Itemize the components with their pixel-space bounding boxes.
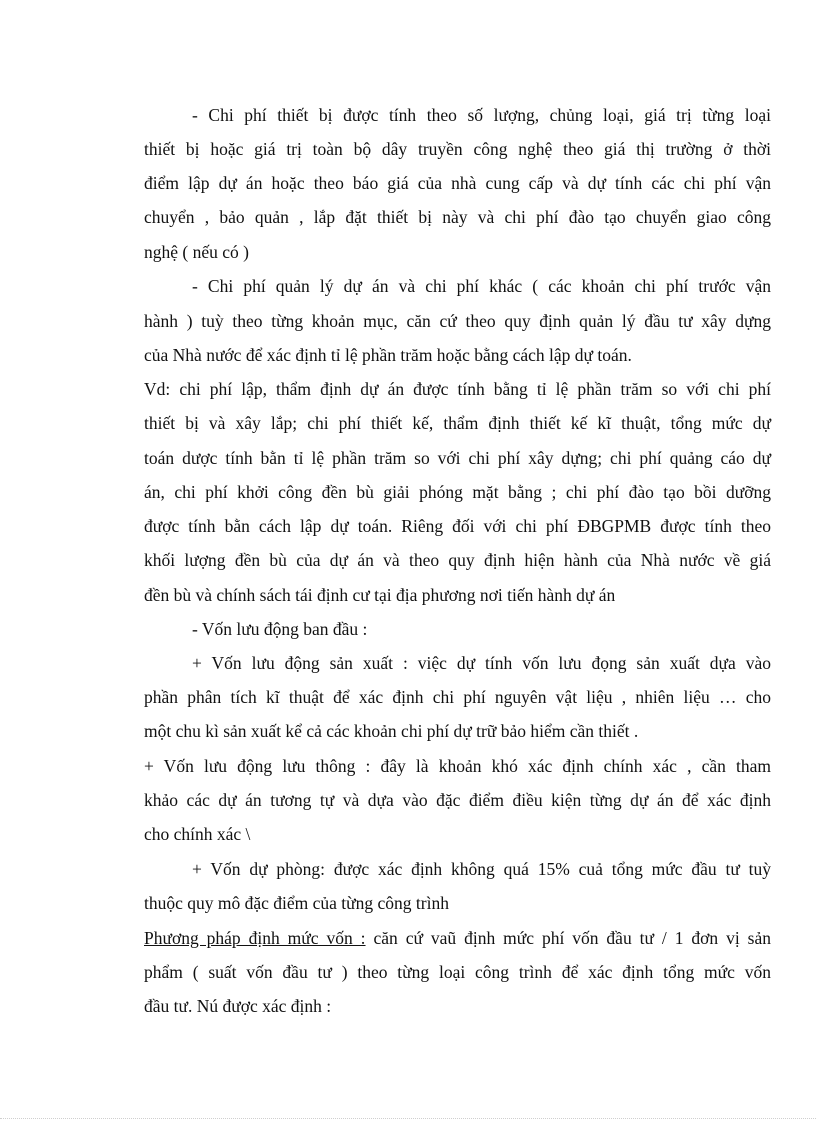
text-line: đền bù và chính sách tái định cư tại địa phương nơi tiến hành dự án: [144, 585, 616, 605]
page-bottom-edge: [0, 1118, 816, 1119]
text-line: thuộc quy mô đặc điểm của từng công trình: [144, 893, 449, 913]
text-line: toán dược tính bằn tỉ lệ phần trăm so với chi phí xây dựng; chi phí quảng cáo dự: [144, 448, 771, 468]
text-line: của Nhà nước để xác định tỉ lệ phần trăm hoặc bằng cách lập dự toán.: [144, 345, 632, 365]
text-line: đầu tư. Nú được xác định :: [144, 996, 332, 1016]
text-line: + Vốn lưu động lưu thông : đây là khoản khó xác định chính xác , cần tham: [144, 756, 771, 776]
text-line: khối lượng đền bù của dự án và theo quy định hiện hành của Nhà nước về giá: [144, 550, 771, 570]
text-line: Vd: chi phí lập, thẩm định dự án được tính bằng tỉ lệ phần trăm so với chi phí: [144, 379, 771, 399]
text-line: khảo các dự án tương tự và dựa vào đặc điểm điều kiện từng dự án để xác định: [144, 790, 771, 810]
text-line: - Chi phí quản lý dự án và chi phí khác ( các khoản chi phí trước vận: [192, 276, 771, 296]
text-span: căn cứ vaũ định mức phí vốn đầu tư / 1 đơn vị sản: [365, 928, 771, 948]
text-line: điểm lập dự án hoặc theo báo giá của nhà cung cấp và dự tính các chi phí vận: [144, 173, 771, 193]
section-heading: Phương pháp định mức vốn :: [144, 928, 366, 948]
text-line: phần phân tích kĩ thuật để xác định chi phí nguyên vật liệu , nhiên liệu … cho: [144, 687, 771, 707]
text-line: - Chi phí thiết bị được tính theo số lượng, chủng loại, giá trị từng loại: [192, 105, 771, 125]
text-line: cho chính xác \: [144, 824, 251, 844]
text-line: thiết bị hoặc giá trị toàn bộ dây truyền công nghệ theo giá thị trường ở thời: [144, 139, 771, 159]
text-line: [144, 927, 771, 949]
text-line: phẩm ( suất vốn đầu tư ) theo từng loại công trình để xác định tổng mức vốn: [144, 962, 771, 982]
text-line: - Vốn lưu động ban đầu :: [192, 619, 368, 639]
text-line: + Vốn lưu động sản xuất : việc dự tính vốn lưu đọng sản xuất dựa vào: [192, 653, 771, 673]
text-line: nghệ ( nếu có ): [144, 242, 249, 262]
text-line: được tính bằn cách lập dự toán. Riêng đối với chi phí ĐBGPMB được tính theo: [144, 516, 771, 536]
text-line: án, chi phí khởi công đền bù giải phóng mặt bằng ; chi phí đào tạo bồi dưỡng: [144, 482, 771, 502]
text-line: một chu kì sản xuất kể cả các khoản chi phí dự trữ bảo hiểm cần thiết .: [144, 721, 639, 741]
text-line: thiết bị và xây lắp; chi phí thiết kế, thẩm định thiết kế kĩ thuật, tổng mức dự: [144, 413, 771, 433]
text-line: chuyển , bảo quản , lắp đặt thiết bị này và chi phí đào tạo chuyển giao công: [144, 207, 771, 227]
text-line: hành ) tuỳ theo từng khoản mục, căn cứ theo quy định quản lý đầu tư xây dựng: [144, 311, 771, 331]
text-line: + Vốn dự phòng: được xác định không quá 15% cuả tổng mức đầu tư tuỳ: [192, 859, 771, 879]
